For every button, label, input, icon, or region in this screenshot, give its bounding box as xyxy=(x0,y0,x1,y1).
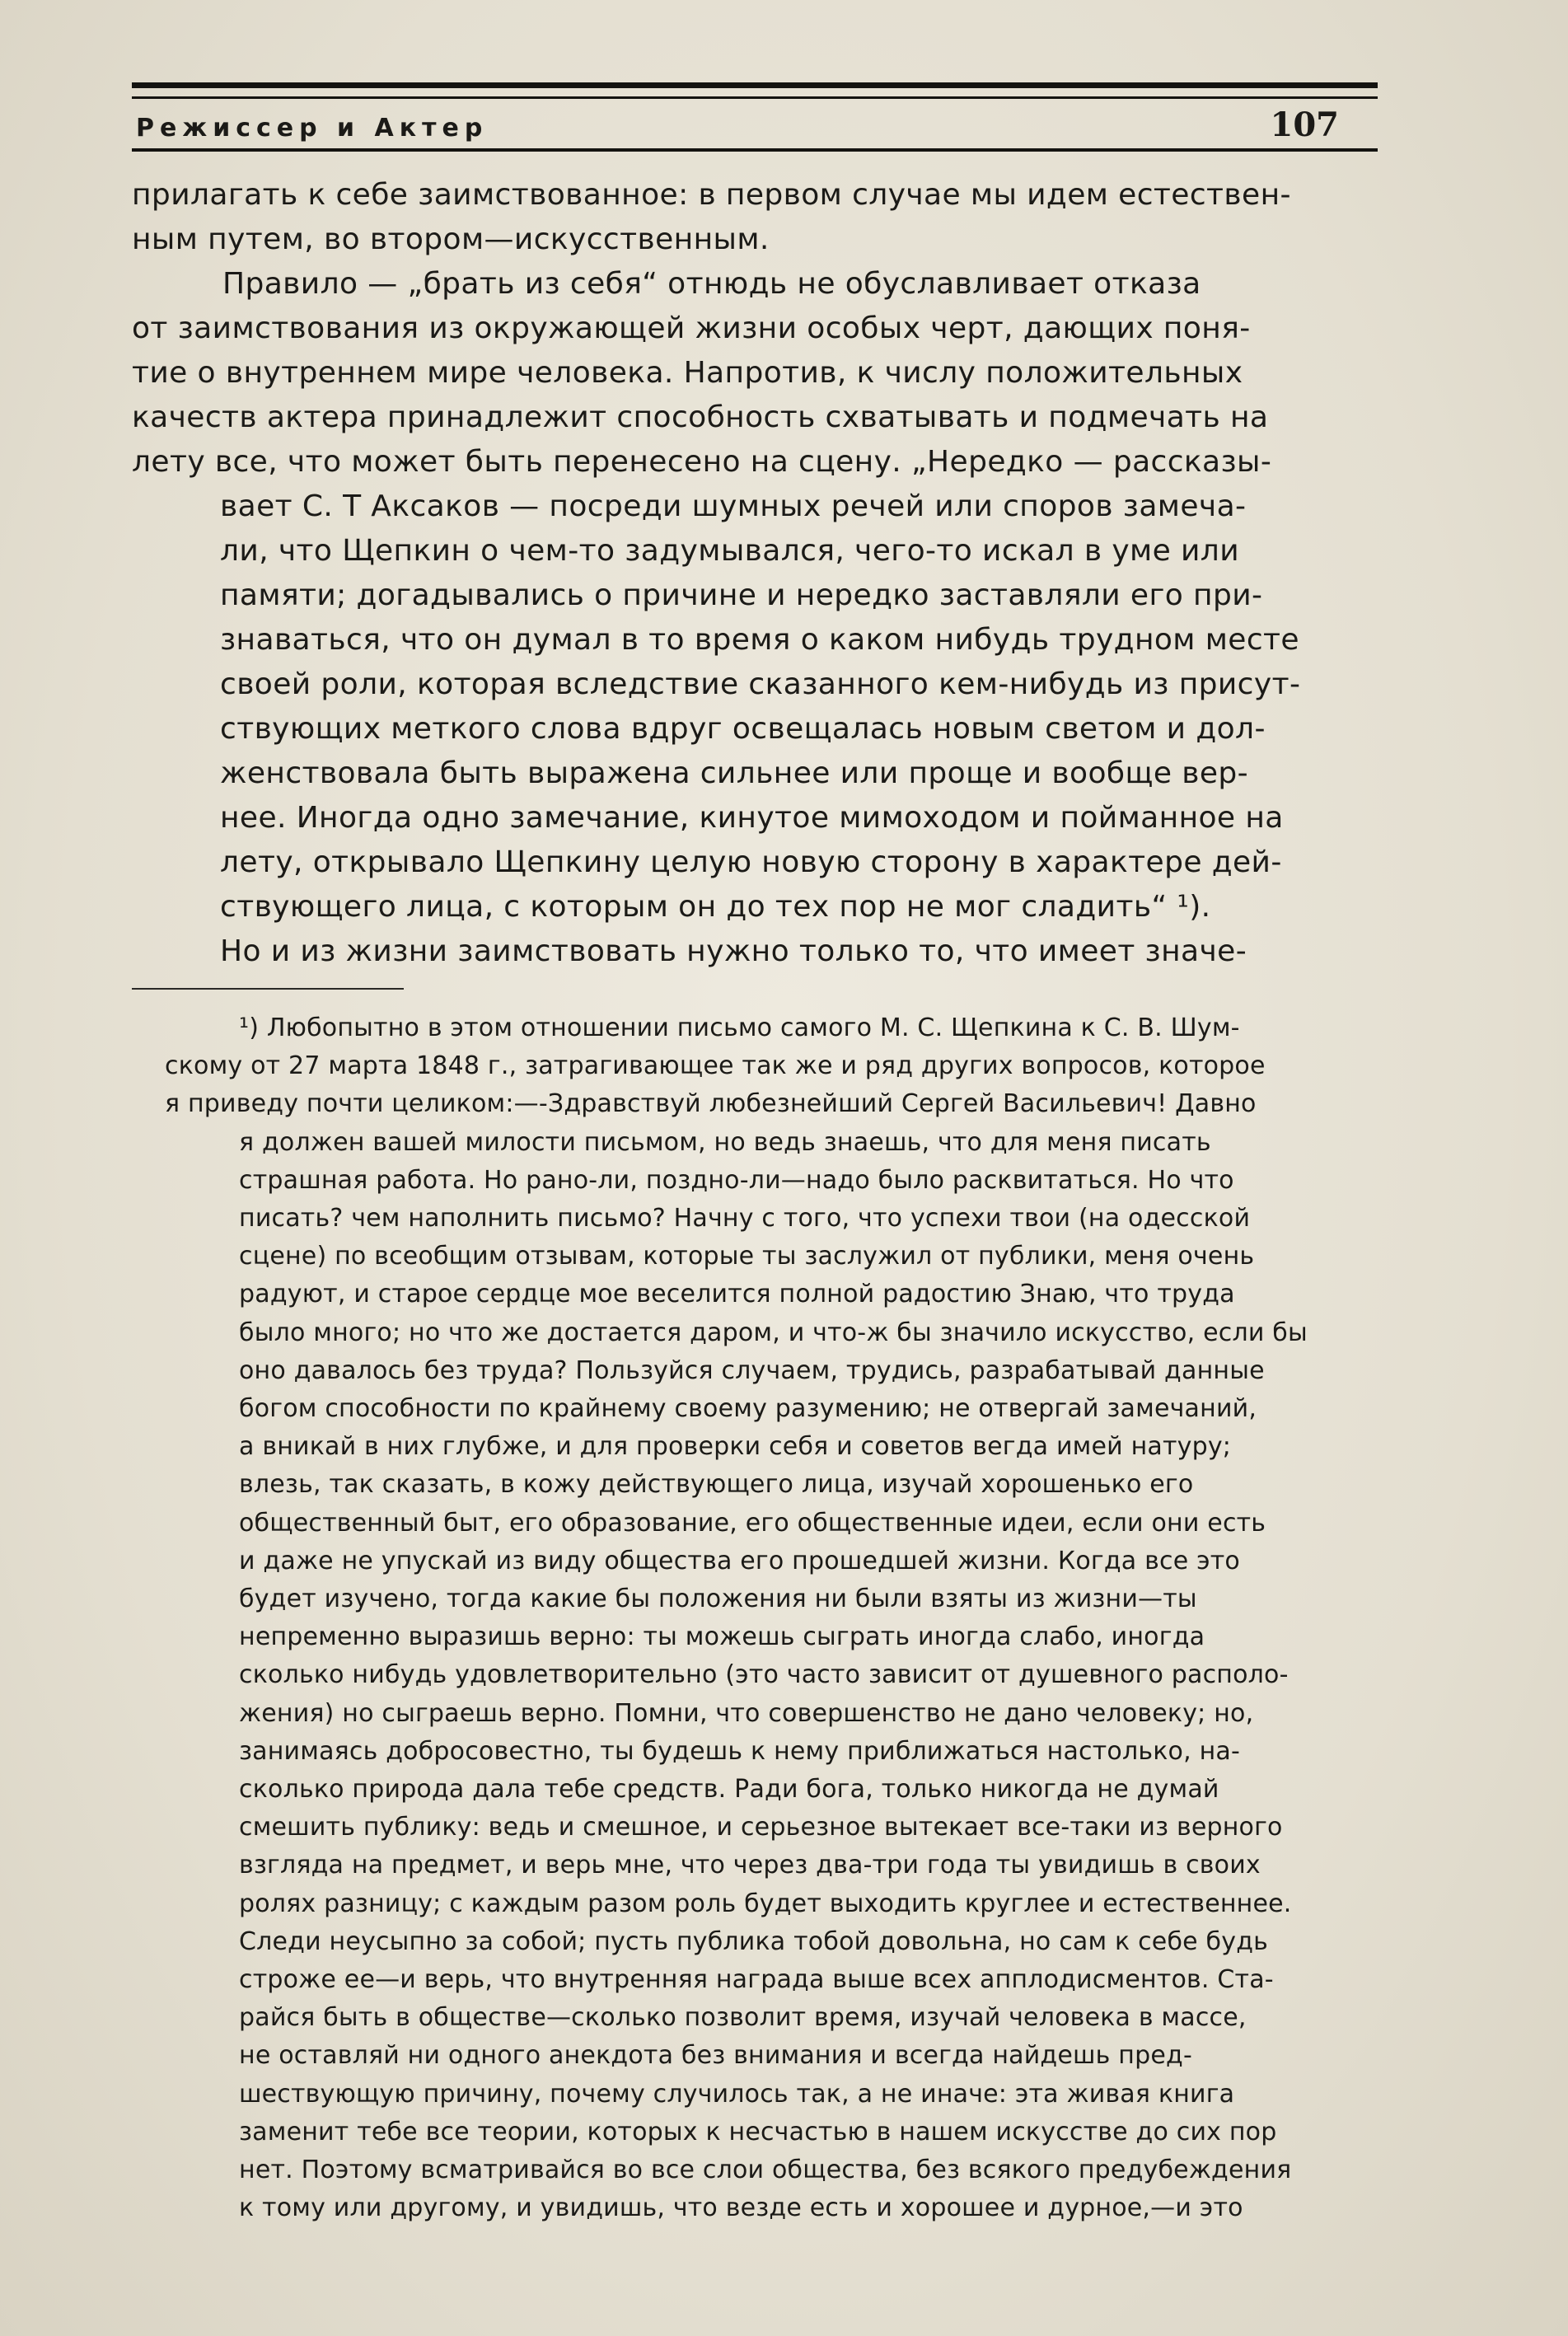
quote-line: женствовала быть выражена сильнее или проще и вообще вер- xyxy=(220,756,1249,790)
quote-line: ли, что Щепкин о чем-то задумывался, чего-то искал в уме или xyxy=(220,534,1240,568)
footnote-line: я должен вашей милости письмом, но ведь знаешь, что для меня писать xyxy=(239,1127,1211,1157)
footnote-line: страшная работа. Но рано-ли, поздно-ли—надо было расквитаться. Но что xyxy=(239,1165,1234,1195)
footnote-separator xyxy=(132,988,404,990)
footnote-line: сколько нибудь удовлетворительно (это часто зависит от душевного располо- xyxy=(239,1660,1289,1690)
quote-line: знаваться, что он думал в то время о каком нибудь трудном месте xyxy=(220,623,1299,657)
text-line: тие о внутреннем мире человека. Напротив, к числу положительных xyxy=(132,356,1243,390)
footnote-line: райся быть в обществе—сколько позволит время, изучай человека в массе, xyxy=(239,2003,1247,2033)
footnote-line: оно давалось без труда? Пользуйся случаем, трудись, разрабатывай данные xyxy=(239,1355,1265,1385)
text-line: Но и из жизни заимствовать нужно только то, что имеет значе- xyxy=(220,934,1247,968)
text-line: от заимствования из окружающей жизни особых черт, дающих поня- xyxy=(132,311,1251,345)
footnote-line: радуют, и старое сердце мое веселится полной радостию Знаю, что труда xyxy=(239,1280,1235,1309)
footnote-line: занимаясь добросовестно, ты будешь к нему приближаться настолько, на- xyxy=(239,1736,1241,1766)
footnote-line: нет. Поэтому всматривайся во все слои общества, без всякого предубеждения xyxy=(239,2156,1292,2185)
footnote xyxy=(165,1009,1450,2228)
footnote-line: влезь, так сказать, в кожу действующего лица, изучай хорошенько его xyxy=(239,1470,1194,1500)
footnote-line: жения) но сыграешь верно. Помни, что совершенство не дано человеку; но, xyxy=(239,1698,1254,1728)
footnote-line: Следи неусыпно за собой; пусть публика тобой довольна, но сам к себе будь xyxy=(239,1926,1269,1956)
footnote-line: непременно выразишь верно: ты можешь сыграть иногда слабо, иногда xyxy=(239,1622,1205,1652)
quote-line: памяти; догадывались о причине и нередко заставляли его при- xyxy=(220,578,1263,612)
footnote-line: взгляда на предмет, и верь мне, что через два-три года ты увидишь в своих xyxy=(239,1851,1261,1880)
footnote-line: к тому или другому, и увидишь, что везде есть и хорошее и дурное,—и это xyxy=(239,2193,1243,2223)
footnote-line: смешить публику: ведь и смешное, и серьезное вытекает все-таки из верного xyxy=(239,1813,1283,1842)
footnote-line: сколько природа дала тебе средств. Ради бога, только никогда не думай xyxy=(239,1775,1219,1805)
quote-line: лету, открывало Щепкину целую новую сторону в характере дей- xyxy=(220,845,1282,879)
footnote-line: было много; но что же достается даром, и что-ж бы значило искусство, если бы xyxy=(239,1318,1308,1347)
footnote-line: не оставляй ни одного анекдота без внимания и всегда найдешь пред- xyxy=(239,2041,1192,2071)
footnote-line: будет изучено, тогда какие бы положения ни были взяты из жизни—ты xyxy=(239,1585,1197,1614)
text-line: качеств актера принадлежит способность схватывать и подмечать на xyxy=(132,400,1269,434)
footnote-line: сцене) по всеобщим отзывам, которые ты заслужил от публики, меня очень xyxy=(239,1242,1255,1271)
footnote-line: ¹) Любопытно в этом отношении письмо самого М. С. Щепкина к С. В. Шум- xyxy=(239,1014,1240,1042)
footnote-line: писать? чем наполнить письмо? Начну с того, что успехи твои (на одесской xyxy=(239,1204,1251,1234)
footnote-line: общественный быт, его образование, его общественные идеи, если они есть xyxy=(239,1508,1266,1538)
text-line: прилагать к себе заимствованное: в первом случае мы идем естествен- xyxy=(132,178,1291,212)
running-title: Режиссер и Актер xyxy=(136,114,489,143)
footnote-line: заменит тебе все теории, которых к несчастью в нашем искусстве до сих пор xyxy=(239,2117,1277,2146)
quote-line: своей роли, которая вследствие сказанного кем-нибудь из присут- xyxy=(220,667,1301,701)
text-line: Правило — „брать из себя“ отнюдь не обуславливает отказа xyxy=(222,267,1201,301)
quote-line: ствующих меткого слова вдруг освещалась новым светом и дол- xyxy=(220,712,1266,746)
footnote-line: я приведу почти целиком:—-Здравствуй любезнейший Сергей Васильевич! Давно xyxy=(165,1089,1257,1119)
footnote-line: а вникай в них глубже, и для проверки себя и советов вегда имей натуру; xyxy=(239,1432,1232,1462)
footnote-line: ролях разницу; с каждым разом роль будет выходить круглее и естественнее. xyxy=(239,1889,1292,1918)
quote-line: нее. Иногда одно замечание, кинутое мимоходом и пойманное на xyxy=(220,801,1284,835)
quote-line: ствующего лица, с которым он до тех пор не мог сладить“ ¹). xyxy=(220,890,1211,924)
running-header xyxy=(136,107,1372,147)
header-rule-thin xyxy=(132,96,1378,99)
text-line: ным путем, во втором—искусственным. xyxy=(132,222,770,256)
footnote-line: богом способности по крайнему своему разумению; не отвергай замечаний, xyxy=(239,1394,1257,1424)
header-underline xyxy=(132,148,1378,152)
footnote-line: шествующую причину, почему случилось так, а не иначе: эта живая книга xyxy=(239,2079,1235,2109)
header-rule-thick xyxy=(132,82,1378,88)
footnote-line: скому от 27 марта 1848 г., затрагивающее так же и ряд других вопросов, которое xyxy=(165,1051,1266,1081)
footnote-line: строже ее—и верь, что внутренняя награда выше всех апплодисментов. Ста- xyxy=(239,1965,1274,1995)
main-text xyxy=(132,173,1392,974)
page-number: 107 xyxy=(1270,105,1339,144)
text-line: лету все, что может быть перенесено на сцену. „Нередко — рассказы- xyxy=(132,445,1272,479)
quote-line: вает С. Т Аксаков — посреди шумных речей или споров замеча- xyxy=(220,489,1247,523)
footnote-line: и даже не упускай из виду общества его прошедшей жизни. Когда все это xyxy=(239,1546,1240,1575)
